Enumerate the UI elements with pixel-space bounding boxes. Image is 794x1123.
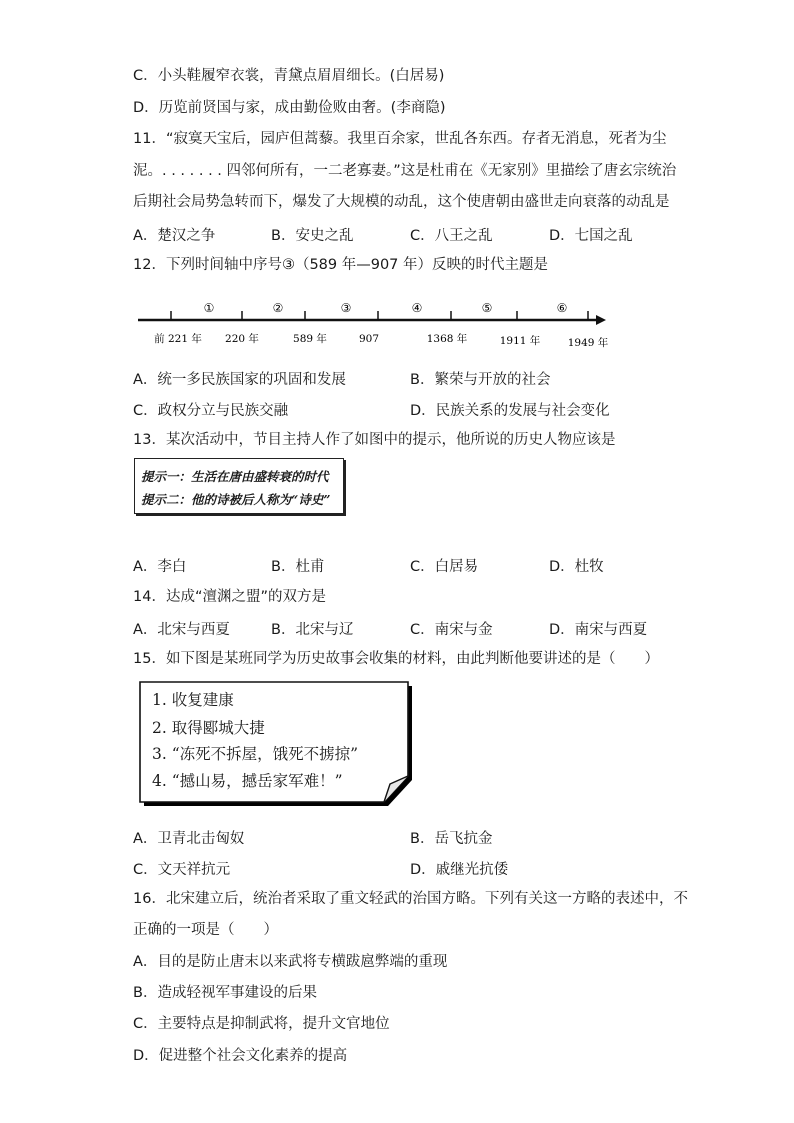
q11-option-a: A．楚汉之争 [133, 228, 216, 244]
q16-option-b: B．造成轻视军事建设的后果 [133, 985, 317, 1001]
q14-option-b: B．北宋与辽 [271, 622, 354, 638]
note-item-1: 1. 收复建康 [152, 691, 234, 709]
q13-option-d: D．杜牧 [549, 559, 604, 575]
q12-option-d: D．民族关系的发展与社会变化 [410, 403, 610, 419]
q16-option-c: C．主要特点是抑制武将，提升文官地位 [133, 1016, 390, 1032]
timeline-period-1: ① [203, 301, 215, 315]
q15-option-b: B．岳飞抗金 [410, 831, 493, 847]
q14-stem: 14．达成“澶渊之盟”的双方是 [133, 589, 326, 605]
q16-stem-line-1: 16．北宋建立后，统治者采取了重文轻武的治国方略。下列有关这一方略的表述中，不 [133, 891, 688, 907]
q14-option-d: D．南宋与西夏 [549, 622, 648, 638]
timeline-figure [138, 290, 608, 350]
timeline-svg [138, 290, 608, 350]
note-item-4: 4. “撼山易，撼岳家军难！” [152, 772, 343, 790]
timeline-period-6: ⑥ [556, 301, 568, 315]
timeline-period-3: ③ [340, 301, 352, 315]
timeline-period-5: ⑤ [481, 301, 493, 315]
q13-option-a: A．李白 [133, 559, 187, 575]
q13-option-b: B．杜甫 [271, 559, 325, 575]
q12-option-c: C．政权分立与民族交融 [133, 403, 289, 419]
q12-stem: 12．下列时间轴中序号③（589 年—907 年）反映的时代主题是 [133, 257, 549, 273]
q15-option-d: D．戚继光抗倭 [410, 862, 509, 878]
q11-option-d: D．七国之乱 [549, 228, 633, 244]
hint-line-2: 提示二：他的诗被后人称为“诗史” [141, 492, 331, 507]
q13-stem: 13．某次活动中，节目主持人作了如图中的提示，他所说的历史人物应该是 [133, 432, 616, 448]
timeline-period-4: ④ [411, 301, 423, 315]
q10-option-c: C．小头鞋履窄衣裳，青黛点眉眉细长。(白居易) [133, 68, 445, 84]
timeline-year-label: 1911 年 [499, 335, 541, 347]
q16-stem-line-2: 正确的一项是（ ） [133, 922, 278, 938]
q15-stem: 15．如下图是某班同学为历史故事会收集的材料，由此判断他要讲述的是（ ） [133, 651, 659, 667]
q11-option-c: C．八王之乱 [410, 228, 493, 244]
q16-option-a: A．目的是防止唐末以来武将专横跋扈弊端的重现 [133, 954, 448, 970]
timeline-period-2: ② [272, 301, 284, 315]
timeline-year-label: 589 年 [293, 333, 327, 345]
q16-option-d: D．促进整个社会文化素养的提高 [133, 1048, 348, 1064]
q12-option-a: A．统一多民族国家的巩固和发展 [133, 372, 346, 388]
q11-stem-line-3: 后期社会局势急转而下，爆发了大规模的动乱，这个使唐朝由盛世走向衰落的动乱是 [133, 194, 670, 210]
timeline-year-label: 907 [358, 333, 380, 345]
hint-box [134, 458, 344, 514]
q10-option-d: D．历览前贤国与家，成由勤俭败由奢。(李商隐) [133, 100, 446, 116]
q13-option-c: C．白居易 [410, 559, 479, 575]
q11-option-b: B．安史之乱 [271, 228, 354, 244]
timeline-year-label: 1368 年 [426, 333, 468, 345]
note-item-2: 2. 取得郾城大捷 [152, 719, 265, 737]
note-card [138, 680, 414, 808]
hint-line-1: 提示一：生活在唐由盛转衰的时代 [141, 469, 329, 484]
q14-option-c: C．南宋与金 [410, 622, 493, 638]
q15-option-a: A．卫青北击匈奴 [133, 831, 245, 847]
timeline-year-label: 1949 年 [567, 337, 608, 349]
timeline-year-label: 220 年 [225, 333, 259, 345]
q11-stem-line-1: 11．“寂寞天宝后，园庐但蒿藜。我里百余家，世乱各东西。存者无消息，死者为尘 [133, 131, 667, 147]
q14-option-a: A．北宋与西夏 [133, 622, 230, 638]
q12-option-b: B．繁荣与开放的社会 [410, 372, 551, 388]
timeline-year-label: 前 221 年 [154, 333, 202, 345]
note-item-3: 3. “冻死不拆屋，饿死不掳掠” [152, 745, 359, 763]
q11-stem-line-2: 泥。. . . . . . . 四邻何所有，一二老寡妻。”这是杜甫在《无家别》里描绘了唐玄宗统治 [133, 163, 677, 179]
timeline-arrow [596, 315, 606, 325]
q15-option-c: C．文天祥抗元 [133, 862, 231, 878]
